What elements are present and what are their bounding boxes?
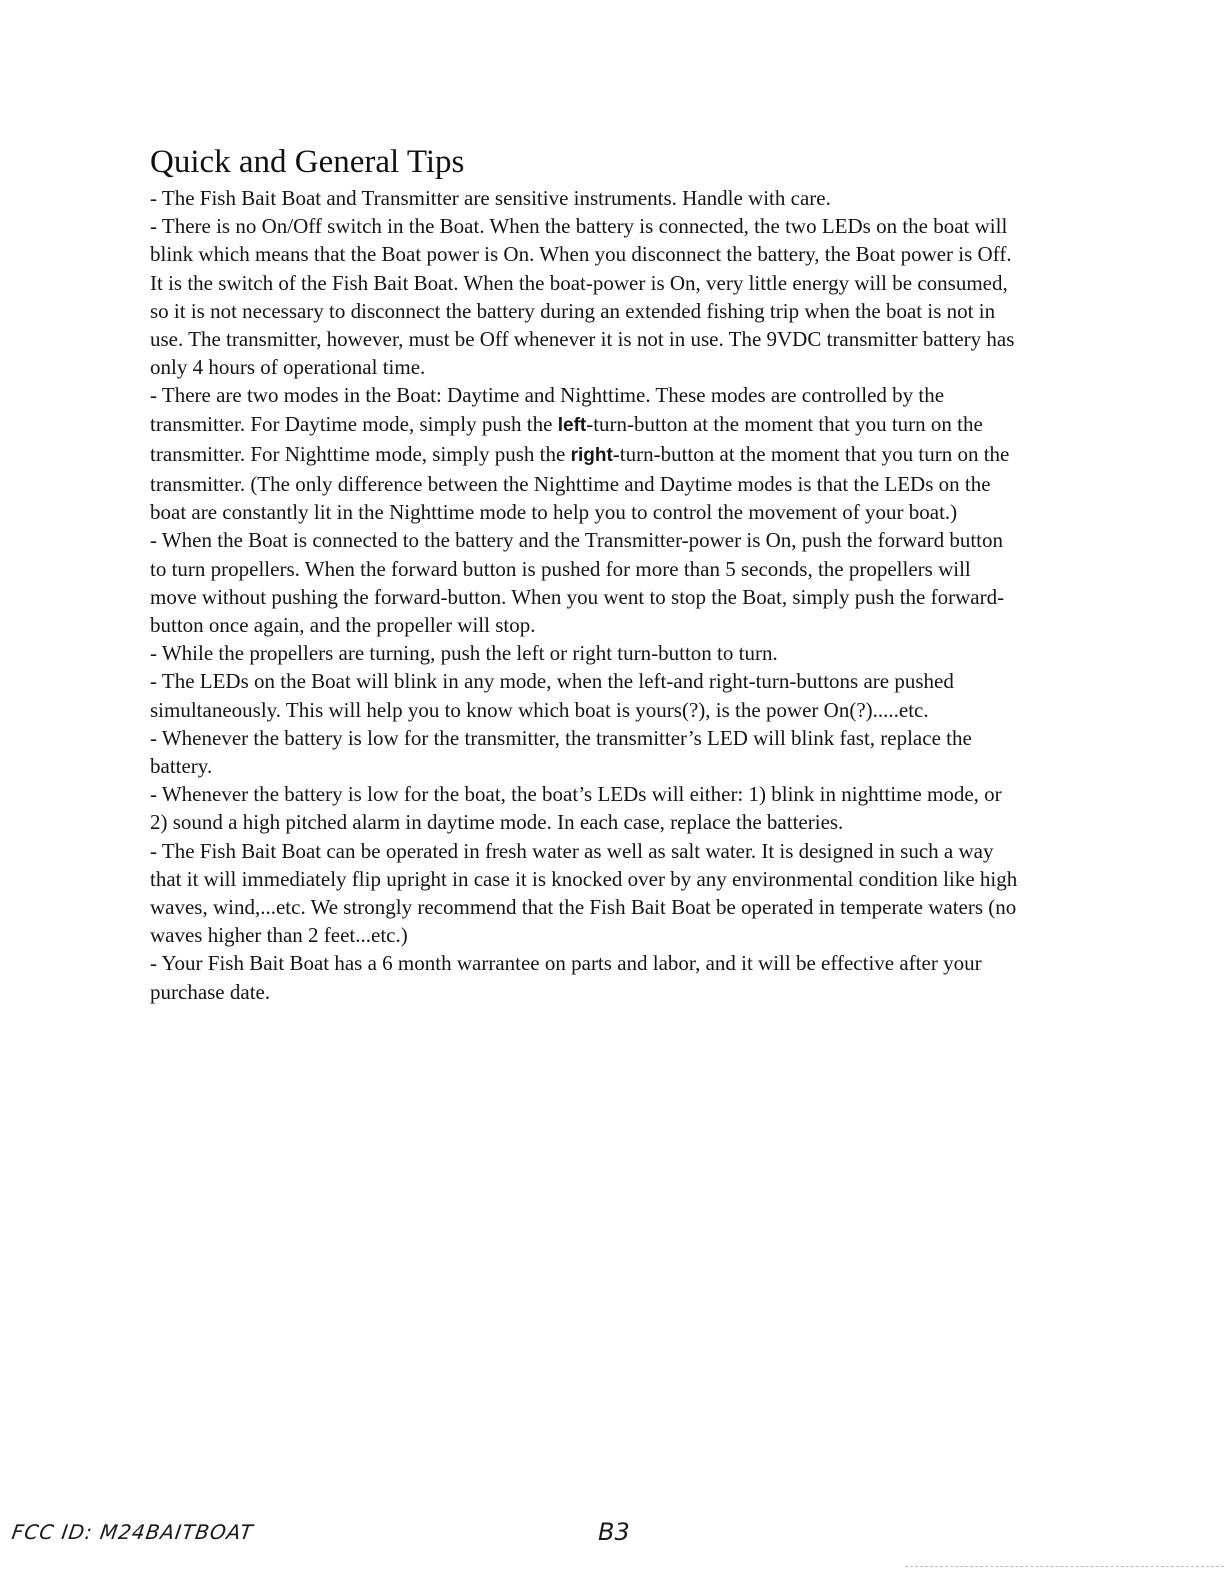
tip-paragraph: [150, 212, 1020, 381]
tip-text: - Your Fish Bait Boat has a 6 month warrantee on parts and labor, and it will be effective after your purchase date.: [150, 951, 982, 1004]
tip-paragraph: [150, 184, 1020, 212]
scan-artifact-line: [905, 1566, 1224, 1567]
tip-text: - There is no On/Off switch in the Boat. When the battery is connected, the two LEDs on the boat will blink which means that the Boat power is On. When you disconnect the battery, the Boat power is Off. It is the switch of the Fish Bait Boat. When the boat-power is On, very little energy will be consumed, so it is not necessary to disconnect the battery during an extended fishing trip when the boat is not in use. The transmitter, however, must be Off whenever it is not in use. The 9VDC transmitter battery has only 4 hours of operational time.: [150, 214, 1015, 380]
tip-bold-text: right: [570, 444, 613, 466]
fcc-id-handwritten: FCC ID: M24BAITBOAT: [10, 1520, 256, 1544]
tip-paragraph: [150, 381, 1020, 526]
tip-text: - Whenever the battery is low for the transmitter, the transmitter’s LED will blink fast, replace the battery.: [150, 725, 972, 779]
tip-text: -turn-button at the moment that you turn on the transmitter. For Nighttime mode, simply push the: [150, 411, 983, 466]
tip-paragraph: [150, 724, 1020, 780]
tip-paragraph: [150, 949, 1020, 1005]
page-number-handwritten: B3: [598, 1518, 630, 1546]
tips-list: [150, 184, 1020, 1006]
tip-text: - The LEDs on the Boat will blink in any mode, when the left-and right-turn-buttons are pushed simultaneously. This will help you to know which boat is yours(?), is the power On(?).....etc.: [150, 669, 954, 722]
tip-paragraph: [150, 526, 1020, 639]
tip-text: - When the Boat is connected to the battery and the Transmitter-power is On, push the forward button to turn propellers. When the forward button is pushed for more than 5 seconds, the propellers will move without pushing the forward-button. When you went to stop the Boat, simply push the forward-button once again, and the propeller will stop.: [150, 528, 1005, 638]
tip-text: - The Fish Bait Boat can be operated in fresh water as well as salt water. It is designed in such a way that it will immediately flip upright in case it is knocked over by any environmental condition like high waves, wind,...etc. We strongly recommend that the Fish Bait Boat be operated in temperate waters (no waves higher than 2 feet...etc.): [150, 838, 1018, 948]
tip-text: - There are two modes in the Boat: Daytime and Nighttime. These modes are controlled by the transmitter. For Daytime mode, simply push the: [150, 383, 945, 436]
tip-text: -turn-button at the moment that you turn on the transmitter. (The only difference between the Nighttime and Daytime modes is that the LEDs on the boat are constantly lit in the Nighttime mode to help you to control the movement of your boat.): [150, 441, 1010, 525]
tip-text: - While the propellers are turning, push the left or right turn-button to turn.: [150, 641, 778, 666]
tip-paragraph: [150, 780, 1020, 836]
tip-paragraph: [150, 639, 1020, 667]
document-content: [150, 142, 1020, 1006]
tip-bold-text: left: [557, 414, 587, 436]
tip-text: - The Fish Bait Boat and Transmitter are sensitive instruments. Handle with care.: [150, 186, 831, 210]
tip-text: - Whenever the battery is low for the boat, the boat’s LEDs will either: 1) blink in nighttime mode, or 2) sound a high pitched alarm in daytime mode. In each case, replace the batteries.: [150, 782, 1002, 835]
page-title: Quick and General Tips: [150, 144, 465, 180]
tip-paragraph: [150, 837, 1020, 950]
tip-paragraph: [150, 667, 1020, 723]
